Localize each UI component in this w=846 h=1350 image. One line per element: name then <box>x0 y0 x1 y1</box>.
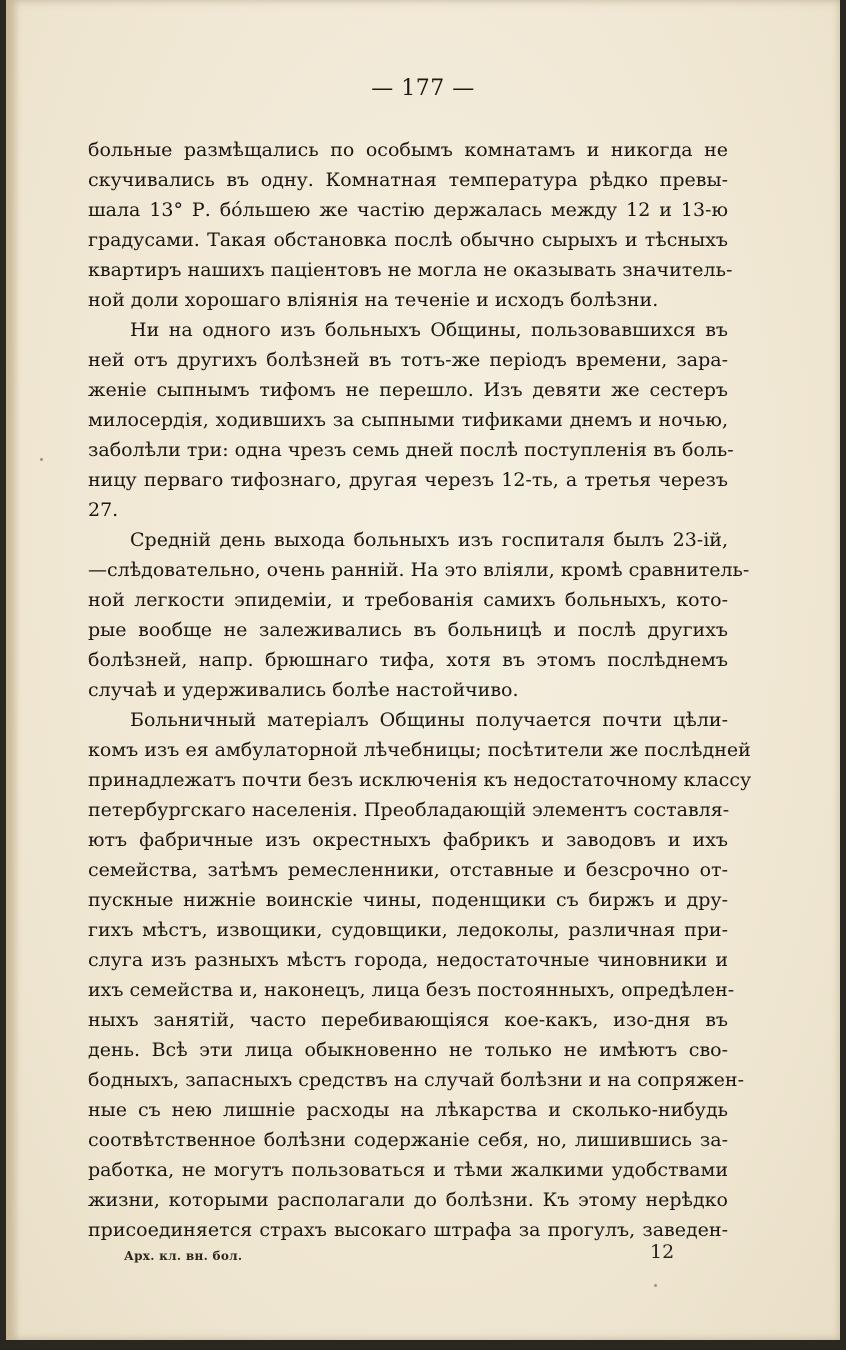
paragraph-first-line: Ни на одного изъ больныхъ Общины, пользовавшихся въ <box>130 319 728 341</box>
text-line: соотвѣтственное болѣзни содержаніе себя, но, лишившись за- <box>88 1129 728 1151</box>
text-line: квартиръ нашихъ паціентовъ не могла не оказывать значитель- <box>88 259 733 281</box>
text-line: комъ изъ ея амбулаторной лѣчебницы; посѣтители же послѣдней <box>88 739 751 761</box>
text-line: ной доли хорошаго вліянія на теченіе и исходъ болѣзни. <box>88 289 659 311</box>
text-line: принадлежатъ почти безъ исключенія къ недостаточному классу <box>88 769 752 791</box>
text-line: скучивались въ одну. Комнатная температура рѣдко превы- <box>88 169 728 191</box>
text-line: жизни, которыми располагали до болѣзни. Къ этому нерѣдко <box>88 1189 728 1211</box>
text-line: слуга изъ разныхъ мѣстъ города, недостаточные чиновники и <box>88 949 728 971</box>
text-line: ней отъ другихъ болѣзней въ тотъ-же періодъ времени, зара- <box>88 349 728 371</box>
paper-speck <box>654 1284 657 1287</box>
text-line: ныхъ занятій, часто перебивающіяся кое-какъ, изо-дня въ <box>88 1009 728 1031</box>
text-line: градусами. Такая обстановка послѣ обычно сырыхъ и тѣсныхъ <box>88 229 728 251</box>
sheet-number: 12 <box>650 1241 675 1263</box>
text-line: бодныхъ, запасныхъ средствъ на случай болѣзни и на сопряжен- <box>88 1069 745 1091</box>
text-line: —слѣдовательно, очень ранній. На это вліяли, кромѣ сравнитель- <box>88 559 750 581</box>
text-line: ихъ семейства и, наконецъ, лица безъ постоянныхъ, опредѣлен- <box>88 979 735 1001</box>
text-line: рые вообще не залеживались въ больницѣ и послѣ другихъ <box>88 619 728 641</box>
text-line: заболѣли три: одна чрезъ семь дней послѣ поступленія въ боль- <box>88 439 734 461</box>
paper-speck <box>40 458 43 461</box>
text-line: 27. <box>88 499 119 521</box>
text-line: семейства, затѣмъ ремесленники, отставные и безсрочно от- <box>88 859 728 881</box>
text-line: петербургскаго населенія. Преобладающій элементъ составля- <box>88 799 730 821</box>
text-line: случаѣ и удерживались болѣе настойчиво. <box>88 679 519 701</box>
text-line: ютъ фабричные изъ окрестныхъ фабрикъ и заводовъ и ихъ <box>88 829 728 851</box>
text-line: шала 13° Р. бо́льшею же частію держалась между 12 и 13-ю <box>88 199 728 221</box>
paragraph-first-line: Средній день выхода больныхъ изъ госпиталя былъ 23-ій, <box>130 529 728 551</box>
text-line: болѣзней, напр. брюшнаго тифа, хотя въ этомъ послѣднемъ <box>88 649 728 671</box>
text-line: больные размѣщались по особымъ комнатамъ и никогда не <box>88 139 728 161</box>
paragraph-first-line: Больничный матеріалъ Общины получается почти цѣли- <box>130 709 728 731</box>
text-line: женіе сыпнымъ тифомъ не перешло. Изъ девяти же сестеръ <box>88 379 728 401</box>
signature-mark: Арх. кл. вн. бол. <box>124 1249 243 1263</box>
page-number: — 177 — <box>371 76 475 101</box>
text-line: ные съ нею лишніе расходы на лѣкарства и сколько-нибудь <box>88 1099 728 1121</box>
text-line: пускные нижніе воинскіе чины, поденщики съ биржъ и дру- <box>88 889 728 911</box>
page-binding-shadow <box>6 0 20 1340</box>
text-line: день. Всѣ эти лица обыкновенно не только не имѣютъ сво- <box>88 1039 728 1061</box>
text-line: ной легкости эпидеміи, и требованія самихъ больныхъ, кото- <box>88 589 728 611</box>
text-line: ницу перваго тифознаго, другая черезъ 12-ть, а третья черезъ <box>88 469 728 491</box>
book-page <box>6 0 840 1340</box>
text-line: милосердія, ходившихъ за сыпными тификами днемъ и ночью, <box>88 409 728 431</box>
text-line: гихъ мѣстъ, извощики, судовщики, ледоколы, различная при- <box>88 919 728 941</box>
text-line: работка, не могутъ пользоваться и тѣми жалкими удобствами <box>88 1159 728 1181</box>
text-line: присоединяется страхъ высокаго штрафа за прогулъ, заведен- <box>88 1219 728 1241</box>
